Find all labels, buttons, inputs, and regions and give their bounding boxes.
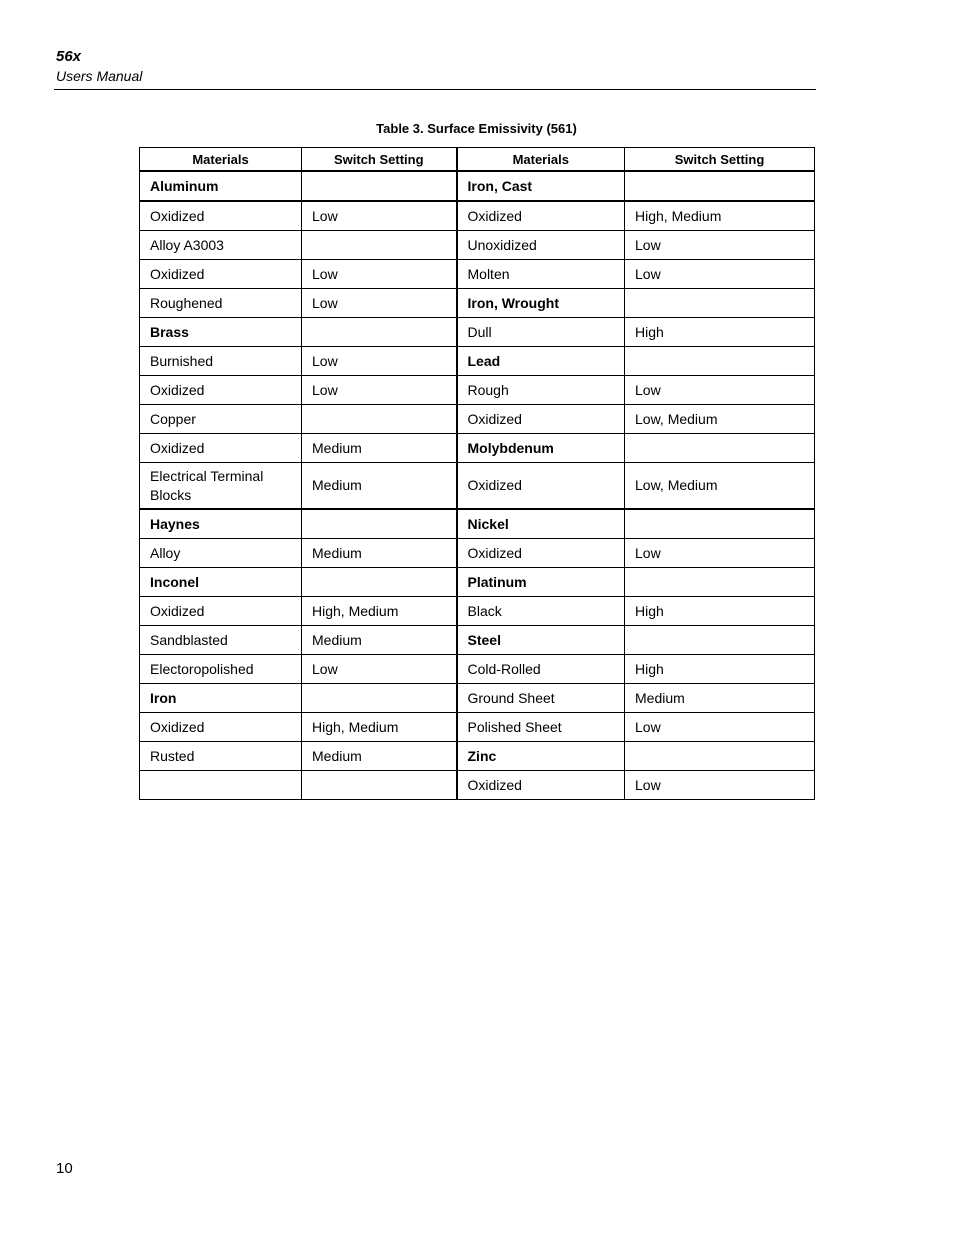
switch-setting-cell: High (625, 655, 815, 684)
material-cell: Oxidized (457, 405, 625, 434)
material-cell: Aluminum (140, 171, 302, 201)
switch-setting-cell: High (625, 597, 815, 626)
switch-setting-cell: Low (625, 231, 815, 260)
material-cell: Oxidized (457, 771, 625, 800)
header-rule (54, 89, 816, 90)
material-cell: Haynes (140, 509, 302, 539)
switch-setting-cell: Low (302, 260, 457, 289)
switch-setting-cell: Medium (302, 626, 457, 655)
switch-setting-cell (625, 171, 815, 201)
switch-setting-cell (625, 568, 815, 597)
material-cell: Dull (457, 318, 625, 347)
material-cell: Oxidized (457, 463, 625, 510)
table-row (140, 201, 815, 231)
switch-setting-cell: High, Medium (302, 713, 457, 742)
switch-setting-cell: High, Medium (625, 201, 815, 231)
material-cell: Copper (140, 405, 302, 434)
table-row (140, 684, 815, 713)
material-cell: Brass (140, 318, 302, 347)
material-cell: Iron, Cast (457, 171, 625, 201)
column-header-switch-setting: Switch Setting (625, 148, 815, 172)
switch-setting-cell: Low (302, 347, 457, 376)
table-row (140, 568, 815, 597)
page-header (56, 48, 142, 85)
table-row (140, 463, 815, 510)
page-number: 10 (56, 1160, 73, 1177)
switch-setting-cell: Low (302, 201, 457, 231)
switch-setting-cell: Low (302, 289, 457, 318)
table-row (140, 509, 815, 539)
switch-setting-cell (302, 684, 457, 713)
material-cell: Alloy (140, 539, 302, 568)
material-cell: Black (457, 597, 625, 626)
table-row (140, 597, 815, 626)
switch-setting-cell: Low (302, 655, 457, 684)
material-cell: Ground Sheet (457, 684, 625, 713)
switch-setting-cell: Low (625, 713, 815, 742)
switch-setting-cell: Low (625, 260, 815, 289)
table-row (140, 405, 815, 434)
material-cell (140, 771, 302, 800)
material-cell: Unoxidized (457, 231, 625, 260)
switch-setting-cell (302, 771, 457, 800)
switch-setting-cell (302, 318, 457, 347)
material-cell: Molten (457, 260, 625, 289)
switch-setting-cell: Medium (625, 684, 815, 713)
switch-setting-cell: Medium (302, 434, 457, 463)
material-cell: Oxidized (140, 260, 302, 289)
table-body (140, 171, 815, 800)
switch-setting-cell: Low, Medium (625, 463, 815, 510)
switch-setting-cell (302, 568, 457, 597)
switch-setting-cell (625, 626, 815, 655)
switch-setting-cell: Low (625, 376, 815, 405)
switch-setting-cell (625, 347, 815, 376)
material-cell: Iron, Wrought (457, 289, 625, 318)
switch-setting-cell (625, 509, 815, 539)
table-caption: Table 3. Surface Emissivity (561) (376, 121, 577, 136)
switch-setting-cell (625, 742, 815, 771)
table-row (140, 318, 815, 347)
table-row (140, 376, 815, 405)
model-name: 56x (56, 48, 82, 65)
table-row (140, 626, 815, 655)
column-header-materials: Materials (457, 148, 625, 172)
material-cell: Rough (457, 376, 625, 405)
table-row (140, 539, 815, 568)
table-row (140, 742, 815, 771)
material-cell: Inconel (140, 568, 302, 597)
switch-setting-cell: High (625, 318, 815, 347)
column-header-materials: Materials (140, 148, 302, 172)
table-row (140, 713, 815, 742)
material-cell: Oxidized (140, 597, 302, 626)
switch-setting-cell (302, 405, 457, 434)
switch-setting-cell: Low, Medium (625, 405, 815, 434)
material-cell: Polished Sheet (457, 713, 625, 742)
material-cell: Rusted (140, 742, 302, 771)
material-cell: Oxidized (457, 539, 625, 568)
material-cell: Platinum (457, 568, 625, 597)
material-cell: Nickel (457, 509, 625, 539)
material-cell: Cold-Rolled (457, 655, 625, 684)
switch-setting-cell (625, 289, 815, 318)
material-cell: Electrical Terminal Blocks (140, 463, 302, 510)
column-header-switch-setting: Switch Setting (302, 148, 457, 172)
material-cell: Steel (457, 626, 625, 655)
material-cell: Oxidized (140, 434, 302, 463)
material-cell: Lead (457, 347, 625, 376)
switch-setting-cell (302, 509, 457, 539)
material-cell: Oxidized (457, 201, 625, 231)
switch-setting-cell (625, 434, 815, 463)
table-row (140, 655, 815, 684)
switch-setting-cell: Medium (302, 742, 457, 771)
material-cell: Electoropolished (140, 655, 302, 684)
material-cell: Iron (140, 684, 302, 713)
table-row (140, 289, 815, 318)
switch-setting-cell: Low (302, 376, 457, 405)
table-row (140, 260, 815, 289)
table-row (140, 771, 815, 800)
material-cell: Sandblasted (140, 626, 302, 655)
switch-setting-cell (302, 171, 457, 201)
material-cell: Alloy A3003 (140, 231, 302, 260)
table-row (140, 434, 815, 463)
switch-setting-cell (302, 231, 457, 260)
material-cell: Oxidized (140, 376, 302, 405)
material-cell: Oxidized (140, 713, 302, 742)
switch-setting-cell: Low (625, 771, 815, 800)
material-cell: Burnished (140, 347, 302, 376)
table-row (140, 171, 815, 201)
material-cell: Zinc (457, 742, 625, 771)
material-cell: Roughened (140, 289, 302, 318)
material-cell: Molybdenum (457, 434, 625, 463)
material-cell: Oxidized (140, 201, 302, 231)
switch-setting-cell: High, Medium (302, 597, 457, 626)
table-header-row (140, 148, 815, 172)
table-row (140, 231, 815, 260)
emissivity-table (139, 147, 815, 800)
table-row (140, 347, 815, 376)
switch-setting-cell: Medium (302, 539, 457, 568)
manual-title: Users Manual (56, 68, 143, 84)
switch-setting-cell: Medium (302, 463, 457, 510)
switch-setting-cell: Low (625, 539, 815, 568)
